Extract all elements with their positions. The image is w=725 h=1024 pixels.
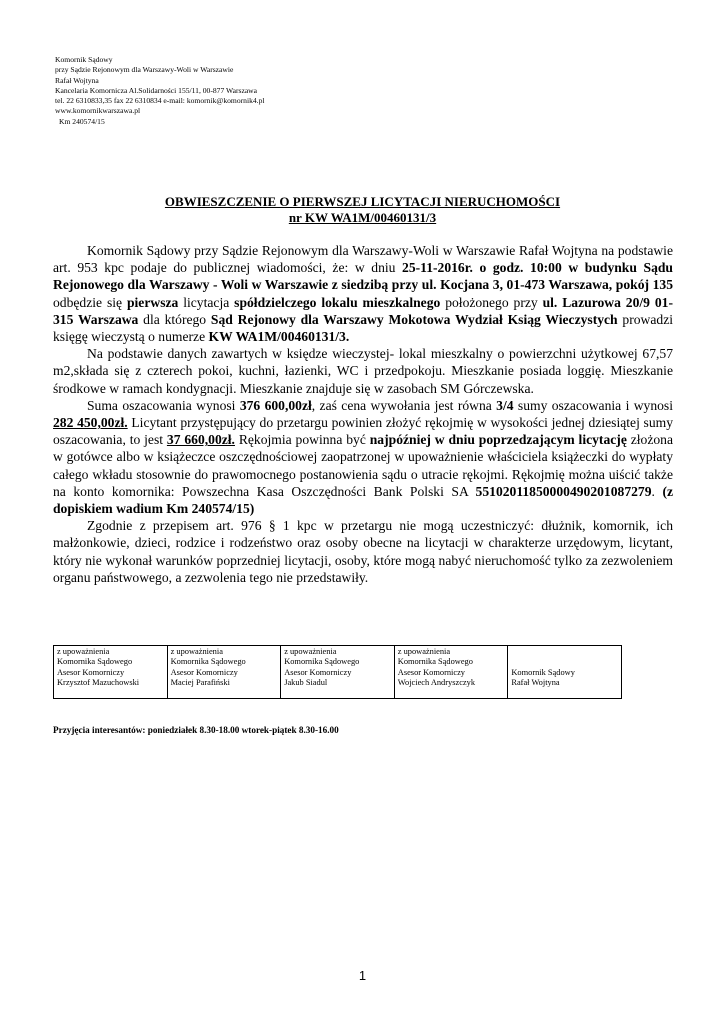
starting-price: 282 450,00zł.	[53, 415, 128, 431]
auction-date-place: 25-11-2016r. o godz. 10:00 w budynku Sądu Rejonowego dla Warszawy - Woli w Warszawie z siedzibą przy ul. Kocjana 3, 01-473 Warszawa, pokój 135	[53, 260, 673, 293]
signature-cell	[167, 646, 281, 699]
text: położonego przy	[440, 294, 543, 310]
text: sumy oszacowania i wynosi	[513, 397, 673, 413]
signature-role: Asesor Komorniczy	[397, 667, 465, 677]
signature-cell	[281, 646, 395, 699]
paragraph-exclusions: Zgodnie z przepisem art. 976 § 1 kpc w przetargu nie mogą uczestniczyć: dłużnik, komornik, ich małżonkowie, dzieci, rodzice i rodzeństwo oraz osoby obecne na licytacji w charakterze urzędowym, licytant, który nie wykonał warunków poprzedniej licytacji, osoby, które mogą nabyć nieruchomość tylko za zezwoleniem organu państwowego, a zezwolenia tego nie przedstawiły.	[53, 518, 673, 585]
bank-account-number: 55102011850000490201087279	[475, 483, 652, 499]
deposit-deadline: najpóźniej w dniu poprzedzającym licytację	[369, 432, 627, 448]
land-registry-court: Sąd Rejonowy dla Warszawy Mokotowa Wydział Ksiąg Wieczystych	[210, 311, 618, 327]
paragraph-auction-announcement	[53, 242, 673, 345]
text: Rękojmia powinna być	[234, 432, 370, 448]
header-line: tel. 22 6310833,35 fax 22 6310834 e-mail: komornik@komornik4.pl	[55, 96, 265, 106]
signature-authority: z upoważnienia	[397, 647, 451, 656]
signature-role: Asesor Komorniczy	[57, 667, 125, 677]
text: złożona w gotówce albo w książeczce oszczędnościowej zaopatrzonej w upoważnienie właściciela książeczki do wypłaty całego wkładu stosownie do prawomocnego postanowienia sądu o utracie rękojmi. Rękojmię można uiścić także na konto komornika: Powszechna Kasa Oszczędności Bank Polski SA	[53, 432, 673, 499]
text: licytacja	[178, 294, 235, 310]
signature-office: Komornika Sądowego	[170, 657, 246, 667]
auction-ordinal: pierwsza	[126, 294, 179, 310]
property-address: ul. Lazurowa 20/9 01-315 Warszawa	[53, 294, 673, 327]
land-registry-number: KW WA1M/00460131/3.	[208, 329, 350, 345]
text: Suma oszacowania wynosi	[87, 397, 240, 413]
text: Licytant przystępujący do przetargu powinien złożyć rękojmię w wysokości jednej dziesiątej sumy oszacowania, to jest	[53, 415, 673, 448]
signature-cell	[54, 646, 168, 699]
transfer-note: (z dopiskiem wadium Km 240574/15)	[53, 483, 673, 517]
text: prowadzi księgę wieczystą o numerze	[53, 311, 674, 345]
signature-office: Komornika Sądowego	[284, 657, 360, 667]
text: Komornik Sądowy przy Sądzie Rejonowym dla Warszawy-Woli w Warszawie Rafał Wojtyna na podstawie art. 953 kpc podaje do publicznej wiadomości, że: w dniu	[53, 243, 673, 276]
header-line: www.komornikwarszawa.pl	[55, 106, 141, 116]
signature-authority: z upoważnienia	[170, 647, 223, 656]
signature-office: Komornika Sądowego	[57, 657, 133, 667]
signature-role: Asesor Komorniczy	[170, 667, 238, 677]
title-line-1: OBWIESZCZENIE O PIERWSZEJ LICYTACJI NIERUCHOMOŚCI	[164, 194, 561, 209]
signature-name: Jakub Siadul	[284, 677, 328, 687]
signature-name: Maciej Parafiński	[170, 677, 230, 687]
valuation-sum: 376 600,00zł	[239, 397, 312, 413]
signature-authority: z upoważnienia	[57, 647, 110, 656]
notice-body	[53, 242, 673, 586]
signature-office	[511, 657, 618, 667]
property-type: spółdzielczego lokalu mieszkalnego	[234, 294, 441, 310]
header-line: Komornik Sądowy	[55, 55, 113, 64]
title-line-2: nr KW WA1M/00460131/3	[288, 210, 437, 225]
signature-name: Krzysztof Mazuchowski	[57, 677, 140, 687]
signature-cell	[394, 646, 508, 699]
signature-cell	[508, 646, 622, 699]
text: odbędzie się	[53, 294, 127, 310]
signature-table	[53, 645, 622, 699]
header-line: Rafał Wojtyna	[55, 75, 99, 85]
signature-role: Asesor Komorniczy	[284, 667, 352, 677]
signature-name: Rafał Wojtyna	[511, 677, 560, 687]
page-number: 1	[358, 968, 367, 983]
price-fraction: 3/4	[496, 397, 514, 413]
office-hours: Przyjęcia interesantów: poniedziałek 8.30-18.00 wtorek-piątek 8.30-16.00	[53, 725, 339, 735]
text: , zaś cena wywołania jest równa	[311, 397, 497, 413]
case-number: Km 240574/15	[59, 116, 105, 126]
signature-name: Wojciech Andryszczyk	[397, 677, 476, 687]
text: .	[651, 483, 663, 499]
paragraph-valuation	[53, 397, 673, 517]
signature-role: Komornik Sądowy	[511, 667, 575, 677]
deposit-amount: 37 660,00zł.	[166, 432, 235, 448]
header-line: przy Sądzie Rejonowym dla Warszawy-Woli w Warszawie	[55, 65, 234, 75]
notice-title	[0, 194, 725, 226]
header-line: Kancelaria Komornicza Al.Solidarności 155/11, 00-877 Warszawa	[55, 85, 258, 95]
paragraph-property-description: Na podstawie danych zawartych w księdze wieczystej- lokal mieszkalny o powierzchni użytkowej 67,57 m2,składa się z czterech pokoi, kuchni, łazienki, WC i przedpokoju. Mieszkanie posiada loggię. Mieszkanie środkowe w ramach kondygnacji. Mieszkanie znajduje się w zasobach SM Górczewska.	[53, 346, 673, 396]
bailiff-header	[55, 55, 375, 127]
signature-office: Komornika Sądowego	[397, 657, 473, 667]
signature-authority	[511, 647, 618, 657]
text: dla którego	[138, 311, 211, 327]
signature-authority: z upoważnienia	[284, 647, 337, 656]
